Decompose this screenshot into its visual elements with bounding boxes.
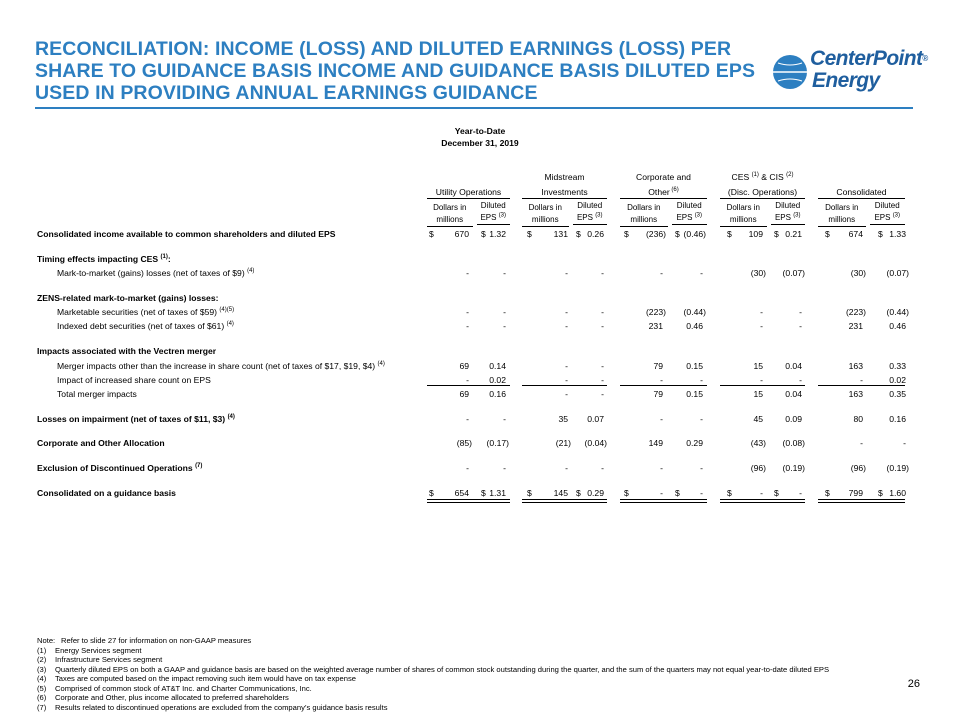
dollar-value: -	[660, 488, 663, 498]
row-label: Marketable securities (net of taxes of $59) $^{(4)(5)}$	[57, 307, 235, 317]
footnote-text: Taxes are computed based on the impact removing such item would have on tax expense	[55, 674, 356, 683]
eps-value: 0.35	[889, 389, 906, 399]
table-row	[37, 345, 917, 357]
dollar-value: -	[860, 438, 863, 448]
dollar-value: -	[760, 307, 763, 317]
dollar-value: -	[660, 414, 663, 424]
eps-value: -	[700, 375, 703, 385]
footnote-key: Note:	[37, 636, 56, 645]
dollar-value: -	[466, 307, 469, 317]
currency-symbol: $	[675, 488, 680, 498]
dollar-value: -	[760, 321, 763, 331]
eps-value: -	[601, 375, 604, 385]
dollar-value: -	[565, 321, 568, 331]
eps-value: -	[503, 463, 506, 473]
footnote	[37, 636, 917, 646]
dollar-value: 674	[848, 229, 863, 239]
footnote-text: Results related to discontinued operations are excluded from the company’s guidance basis results	[55, 702, 388, 712]
eps-value: 0.26	[587, 229, 604, 239]
total-double-rule	[522, 499, 607, 503]
currency-symbol: $	[429, 229, 434, 239]
dollar-value: 670	[454, 229, 469, 239]
currency-symbol: $	[878, 229, 883, 239]
footnote-key: (7)	[37, 702, 47, 712]
eps-value: 0.04	[785, 389, 802, 399]
dollar-value: (30)	[750, 268, 766, 278]
table-row	[37, 320, 917, 332]
currency-symbol: $	[481, 229, 486, 239]
eps-value: (0.44)	[683, 307, 706, 317]
dollar-value: -	[660, 268, 663, 278]
currency-symbol: $	[429, 488, 434, 498]
group-header: Investments	[522, 187, 607, 199]
total-double-rule	[427, 499, 510, 503]
eps-value: (0.17)	[486, 438, 509, 448]
eps-value: (0.19)	[886, 463, 909, 473]
footnote	[37, 703, 917, 713]
column-header-eps: Diluted EPS $^{(3)}$	[771, 200, 806, 225]
dollar-value: 163	[848, 361, 863, 371]
footnote	[37, 665, 917, 675]
currency-symbol: $	[576, 488, 581, 498]
eps-value: -	[503, 414, 506, 424]
eps-value: -	[503, 268, 506, 278]
eps-value: -	[601, 463, 604, 473]
dollar-value: -	[466, 375, 469, 385]
dollar-value: -	[660, 375, 663, 385]
eps-value: 0.15	[686, 361, 703, 371]
row-label: Impact of increased share count on EPS	[57, 375, 211, 385]
group-header: Consolidated	[818, 187, 905, 199]
eps-value: -	[799, 321, 802, 331]
dollar-value: -	[860, 375, 863, 385]
eps-value: 0.14	[489, 361, 506, 371]
row-label: Timing effects impacting CES $^{(1)}$:	[37, 254, 171, 264]
footnote-key: (2)	[37, 655, 47, 664]
table-row	[37, 388, 917, 400]
footnote-text: Corporate and Other, plus income allocated to preferred shareholders	[55, 693, 289, 702]
row-label: ZENS-related mark-to-market (gains) losses:	[37, 293, 219, 303]
company-logo	[770, 47, 928, 100]
eps-value: -	[799, 307, 802, 317]
footnote-key: (1)	[37, 645, 47, 655]
eps-value: 0.09	[785, 414, 802, 424]
eps-value: 0.02	[889, 375, 906, 385]
column-header-dollars: Dollars in millions	[720, 202, 767, 227]
dollar-value: -	[565, 268, 568, 278]
dollar-value: (21)	[555, 438, 571, 448]
eps-value: -	[903, 438, 906, 448]
table-row	[37, 413, 917, 425]
footnote	[37, 646, 917, 656]
table-row	[37, 306, 917, 318]
footnote	[37, 655, 917, 665]
column-header-eps: Diluted EPS $^{(3)}$	[672, 200, 708, 225]
footnote	[37, 684, 917, 694]
eps-value: 0.16	[489, 389, 506, 399]
dollar-value: 15	[753, 361, 763, 371]
currency-symbol: $	[624, 488, 629, 498]
eps-value: -	[799, 375, 802, 385]
dollar-value: 163	[848, 389, 863, 399]
eps-value: 0.29	[686, 438, 703, 448]
eps-value: -	[700, 463, 703, 473]
eps-value: -	[601, 389, 604, 399]
footnote	[37, 693, 917, 703]
footnote-key: (5)	[37, 683, 47, 693]
dollar-value: -	[466, 321, 469, 331]
currency-symbol: $	[527, 229, 532, 239]
eps-value: 0.21	[785, 229, 802, 239]
eps-value: (0.08)	[782, 438, 805, 448]
dollar-value: 69	[459, 361, 469, 371]
eps-value: 0.15	[686, 389, 703, 399]
currency-symbol: $	[878, 488, 883, 498]
dollar-value: -	[466, 268, 469, 278]
dollar-value: (30)	[850, 268, 866, 278]
dollar-value: 145	[553, 488, 568, 498]
row-label: Impacts associated with the Vectren merger	[37, 346, 217, 356]
eps-value: -	[601, 268, 604, 278]
eps-value: 0.29	[587, 488, 604, 498]
table-row	[37, 253, 917, 265]
column-header-eps: Diluted EPS $^{(3)}$	[870, 200, 906, 225]
eps-value: (0.07)	[886, 268, 909, 278]
page-number: 26	[907, 678, 920, 690]
column-header-eps: Diluted EPS $^{(3)}$	[477, 200, 511, 225]
eps-value: (0.46)	[683, 229, 706, 239]
footnote-text: Infrastructure Services segment	[55, 655, 163, 664]
currency-symbol: $	[527, 488, 532, 498]
dollar-value: 69	[459, 389, 469, 399]
row-label: Corporate and Other Allocation	[37, 438, 165, 448]
dollar-value: -	[760, 375, 763, 385]
dollar-value: -	[565, 389, 568, 399]
dollar-value: 654	[454, 488, 469, 498]
eps-value: 1.31	[489, 488, 506, 498]
dollar-value: 79	[653, 361, 663, 371]
logo-globe-icon	[772, 54, 808, 90]
dollar-value: 231	[848, 321, 863, 331]
group-header: Other $^{(6)}$	[620, 187, 707, 199]
group-header: (Disc. Operations)	[720, 187, 805, 199]
footnotes	[37, 636, 917, 712]
eps-value: -	[601, 361, 604, 371]
eps-value: -	[799, 488, 802, 498]
column-header-dollars: Dollars in millions	[818, 202, 866, 227]
eps-value: (0.04)	[584, 438, 607, 448]
period-label: Year-to-Date	[454, 126, 506, 136]
total-double-rule	[818, 499, 905, 503]
dollar-value: (96)	[750, 463, 766, 473]
row-label: Consolidated on a guidance basis	[37, 488, 176, 498]
eps-value: 0.16	[889, 414, 906, 424]
table-row	[37, 267, 917, 279]
currency-symbol: $	[825, 488, 830, 498]
column-header-dollars: Dollars in millions	[522, 202, 569, 227]
footnote-key: (4)	[37, 674, 47, 683]
dollar-value: 149	[648, 438, 663, 448]
row-label: Total merger impacts	[57, 389, 137, 399]
page-title: RECONCILIATION: INCOME (LOSS) AND DILUTED EARNINGS (LOSS) PER SHARE TO GUIDANCE BASIS INCOME AND GUIDANCE BASIS DILUTED EPS USED IN PROVIDING ANNUAL EARNINGS GUIDANCE	[35, 38, 756, 104]
currency-symbol: $	[624, 229, 629, 239]
dollar-value: 109	[748, 229, 763, 239]
eps-value: 0.46	[889, 321, 906, 331]
eps-value: 0.02	[489, 375, 506, 385]
table-row	[37, 487, 917, 499]
eps-value: 1.60	[889, 488, 906, 498]
dollar-value: -	[660, 463, 663, 473]
dollar-value: (85)	[456, 438, 472, 448]
group-header-top: Corporate and	[636, 172, 691, 182]
currency-symbol: $	[727, 488, 732, 498]
dollar-value: 799	[848, 488, 863, 498]
footnote-text: Refer to slide 27 for information on non-GAAP measures	[61, 636, 252, 645]
table-row	[37, 360, 917, 372]
table-row	[37, 462, 917, 474]
eps-value: -	[700, 268, 703, 278]
currency-symbol: $	[774, 488, 779, 498]
dollar-value: 15	[753, 389, 763, 399]
dollar-value: (236)	[645, 229, 666, 239]
currency-symbol: $	[774, 229, 779, 239]
currency-symbol: $	[825, 229, 830, 239]
dollar-value: -	[466, 463, 469, 473]
dollar-value: (223)	[845, 307, 866, 317]
eps-value: -	[601, 321, 604, 331]
footnote-text: Quarterly diluted EPS on both a GAAP and guidance basis are based on the weighted average number of shares of common stock outstanding during the quarter, and the sum of the quarters may not equal year-to-date diluted EPS	[55, 664, 830, 674]
eps-value: 1.32	[489, 229, 506, 239]
row-label: Merger impacts other than the increase in share count (net of taxes of $17, $19, $4) $^{(4)}$	[57, 361, 385, 371]
period-date: December 31, 2019	[441, 138, 519, 148]
currency-symbol: $	[675, 229, 680, 239]
eps-value: -	[700, 414, 703, 424]
row-label: Losses on impairment (net of taxes of $11, $3) $^{(4)}$	[37, 414, 235, 424]
footnote	[37, 674, 917, 684]
dollar-value: -	[565, 307, 568, 317]
total-double-rule	[720, 499, 805, 503]
table-row	[37, 228, 917, 240]
footnote-text: Comprised of common stock of AT&T Inc. and Charter Communications, Inc.	[55, 683, 312, 693]
eps-value: (0.19)	[782, 463, 805, 473]
currency-symbol: $	[576, 229, 581, 239]
column-header-dollars: Dollars in millions	[620, 202, 668, 227]
subtotal-rule	[818, 385, 905, 386]
column-header-eps: Diluted EPS $^{(3)}$	[573, 200, 608, 225]
footnote-key: (3)	[37, 664, 47, 674]
dollar-value: (223)	[645, 307, 666, 317]
total-double-rule	[620, 499, 707, 503]
dollar-value: 79	[653, 389, 663, 399]
dollar-value: 231	[648, 321, 663, 331]
row-label: Mark-to-market (gains) losses (net of taxes of $9) $^{(4)}$	[57, 268, 255, 278]
footnote-key: (6)	[37, 693, 47, 702]
table-row	[37, 437, 917, 449]
dollar-value: (96)	[850, 463, 866, 473]
dollar-value: -	[466, 414, 469, 424]
eps-value: (0.44)	[886, 307, 909, 317]
currency-symbol: $	[727, 229, 732, 239]
subtotal-rule	[620, 385, 707, 386]
dollar-value: 45	[753, 414, 763, 424]
eps-value: -	[601, 307, 604, 317]
group-header-top: CES $^{(1)}$ & CIS $^{(2)}$	[731, 172, 794, 182]
row-label: Consolidated income available to common shareholders and diluted EPS	[37, 229, 336, 239]
currency-symbol: $	[481, 488, 486, 498]
dollar-value: -	[565, 375, 568, 385]
subtotal-rule	[522, 385, 607, 386]
dollar-value: -	[565, 463, 568, 473]
row-label: Indexed debt securities (net of taxes of $61) $^{(4)}$	[57, 321, 234, 331]
eps-value: -	[700, 488, 703, 498]
group-header: Utility Operations	[427, 187, 510, 199]
dollar-value: -	[565, 361, 568, 371]
eps-value: 0.04	[785, 361, 802, 371]
eps-value: -	[503, 321, 506, 331]
group-header-top: Midstream	[544, 172, 585, 182]
title-divider	[35, 107, 913, 109]
footnote-text: Energy Services segment	[55, 645, 142, 655]
dollar-value: 35	[558, 414, 568, 424]
dollar-value: 131	[553, 229, 568, 239]
dollar-value: -	[760, 488, 763, 498]
eps-value: 1.33	[889, 229, 906, 239]
dollar-value: (43)	[750, 438, 766, 448]
table-row	[37, 292, 917, 304]
logo-wordmark: CenterPoint® Energy	[810, 47, 928, 92]
column-header-dollars: Dollars in millions	[427, 202, 473, 227]
subtotal-rule	[720, 385, 805, 386]
eps-value: 0.46	[686, 321, 703, 331]
dollar-value: 80	[853, 414, 863, 424]
eps-value: 0.07	[587, 414, 604, 424]
eps-value: -	[503, 307, 506, 317]
subtotal-rule	[427, 385, 510, 386]
eps-value: 0.33	[889, 361, 906, 371]
row-label: Exclusion of Discontinued Operations $^{(7)}$	[37, 463, 203, 473]
eps-value: (0.07)	[782, 268, 805, 278]
